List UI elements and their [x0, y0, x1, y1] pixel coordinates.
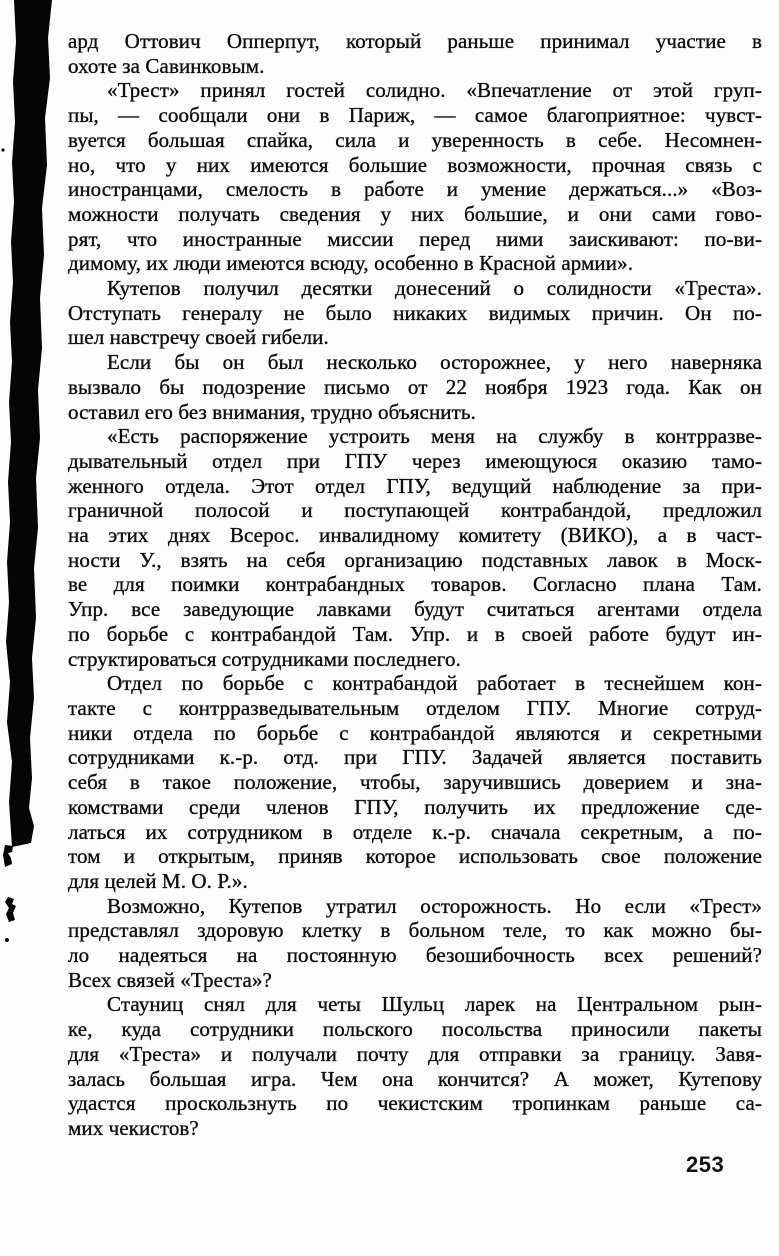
text-line: для целей М. О. Р.».	[68, 868, 248, 893]
text-line: сотрудниками к.-р. отд. при ГПУ. Задачей является поставить	[68, 745, 762, 770]
text-line: «Трест» принял гостей солидно. «Впечатление от этой груп-	[107, 78, 762, 103]
text-line: для «Треста» и получали почту для отправки за границу. Завя-	[68, 1041, 762, 1066]
text-line: граничной полосой и поступающей контрабандой, предложил	[68, 498, 762, 523]
text-line: мих чекистов?	[68, 1115, 199, 1140]
text-line: охоте за Савинковым.	[68, 53, 265, 78]
text-line: представлял здоровую клетку в больном теле, то как можно бы-	[68, 918, 762, 943]
paragraph	[68, 424, 762, 671]
paragraph	[68, 350, 762, 424]
text-line: можности получать сведения у них большие, и они сами гово-	[68, 201, 762, 226]
text-line: но, что у них имеются большие возможности, прочная связь с	[68, 152, 762, 177]
text-line: комствами среди членов ГПУ, получить их предложение сде-	[68, 794, 762, 819]
text-line: том и открытым, приняв которое использовать свое положение	[68, 844, 762, 869]
text-line: удастся проскользнуть по чекистским тропинкам раньше са-	[68, 1091, 762, 1116]
paragraph	[68, 78, 762, 276]
text-line: дывательный отдел при ГПУ через имеющуюся оказию тамо-	[68, 448, 762, 473]
text-line: Отдел по борьбе с контрабандой работает в теснейшем кон-	[107, 671, 762, 696]
text-line: рят, что иностранные миссии перед ними заискивают: по-ви-	[68, 226, 762, 251]
text-line: ности У., взять на себя организацию подставных лавок в Моск-	[68, 547, 762, 572]
text-line: ве для поимки контрабандных товаров. Согласно плана Там.	[68, 572, 762, 597]
paragraph	[68, 894, 762, 993]
text-line: вызвало бы подозрение письмо от 22 ноября 1923 года. Как он	[68, 374, 762, 399]
text-line: оставил его без внимания, трудно объяснить.	[68, 399, 476, 424]
paragraph	[68, 29, 762, 78]
text-line: Отступать генералу не было никаких видимых причин. Он по-	[68, 300, 762, 325]
text-line: ке, куда сотрудники польского посольства приносили пакеты	[68, 1017, 762, 1042]
text-line: ард Оттович Опперпут, который раньше принимал участие в	[68, 29, 762, 53]
text-line: структироваться сотрудниками последнего.	[68, 646, 461, 671]
text-line: по борьбе с контрабандой Там. Упр. и в своей работе будут ин-	[68, 621, 762, 646]
text-line: пы, — сообщали они в Париж, — самое благоприятное: чувст-	[68, 103, 762, 128]
text-line: залась большая игра. Чем она кончится? А может, Кутепову	[68, 1066, 762, 1091]
text-line: «Есть распоряжение устроить меня на службу в контрразве-	[107, 424, 762, 449]
text-line: такте с контрразведывательным отделом ГПУ. Многие сотруд-	[68, 695, 762, 720]
paragraph	[68, 276, 762, 350]
text-line: Упр. все заведующие лавками будут считаться агентами отдела	[68, 597, 762, 622]
text-line: себя в такое положение, чтобы, заручившись доверием и зна-	[68, 770, 762, 795]
text-line: Всех связей «Треста»?	[68, 967, 272, 992]
text-line: вуется большая спайка, сила и уверенность в себе. Несомнен-	[68, 127, 762, 152]
text-line: латься их сотрудником в отделе к.-р. сначала секретным, а по-	[68, 819, 762, 844]
text-line: Стауниц снял для четы Шульц ларек на Центральном рын-	[107, 992, 762, 1017]
text-line: Если бы он был несколько осторожнее, у него наверняка	[107, 350, 762, 375]
text-line: димому, их люди имеются всюду, особенно в Красной армии».	[68, 251, 634, 276]
text-line: шел навстречу своей гибели.	[68, 325, 329, 350]
text-line: ло надеяться на постоянную безошибочность всех решений?	[68, 943, 762, 968]
text-line: женного отдела. Этот отдел ГПУ, ведущий наблюдение за при-	[68, 473, 762, 498]
text-line: Возможно, Кутепов утратил осторожность. Но если «Трест»	[107, 893, 762, 918]
text-line: иностранцами, смелость в работе и умение держаться...» «Воз-	[68, 177, 762, 202]
paragraph	[68, 671, 762, 893]
text-line: на этих днях Всерос. инвалидному комитету (ВИКО), а в част-	[68, 523, 762, 548]
binding-shadow-icon	[0, 0, 60, 1256]
text-line: Кутепов получил десятки донесений о солидности «Треста».	[107, 276, 762, 301]
text-line: ники отдела по борьбе с контрабандой являются и секретными	[68, 720, 762, 745]
paragraph	[68, 992, 762, 1140]
text-block	[68, 29, 762, 1141]
page-number: 253	[686, 1152, 725, 1177]
